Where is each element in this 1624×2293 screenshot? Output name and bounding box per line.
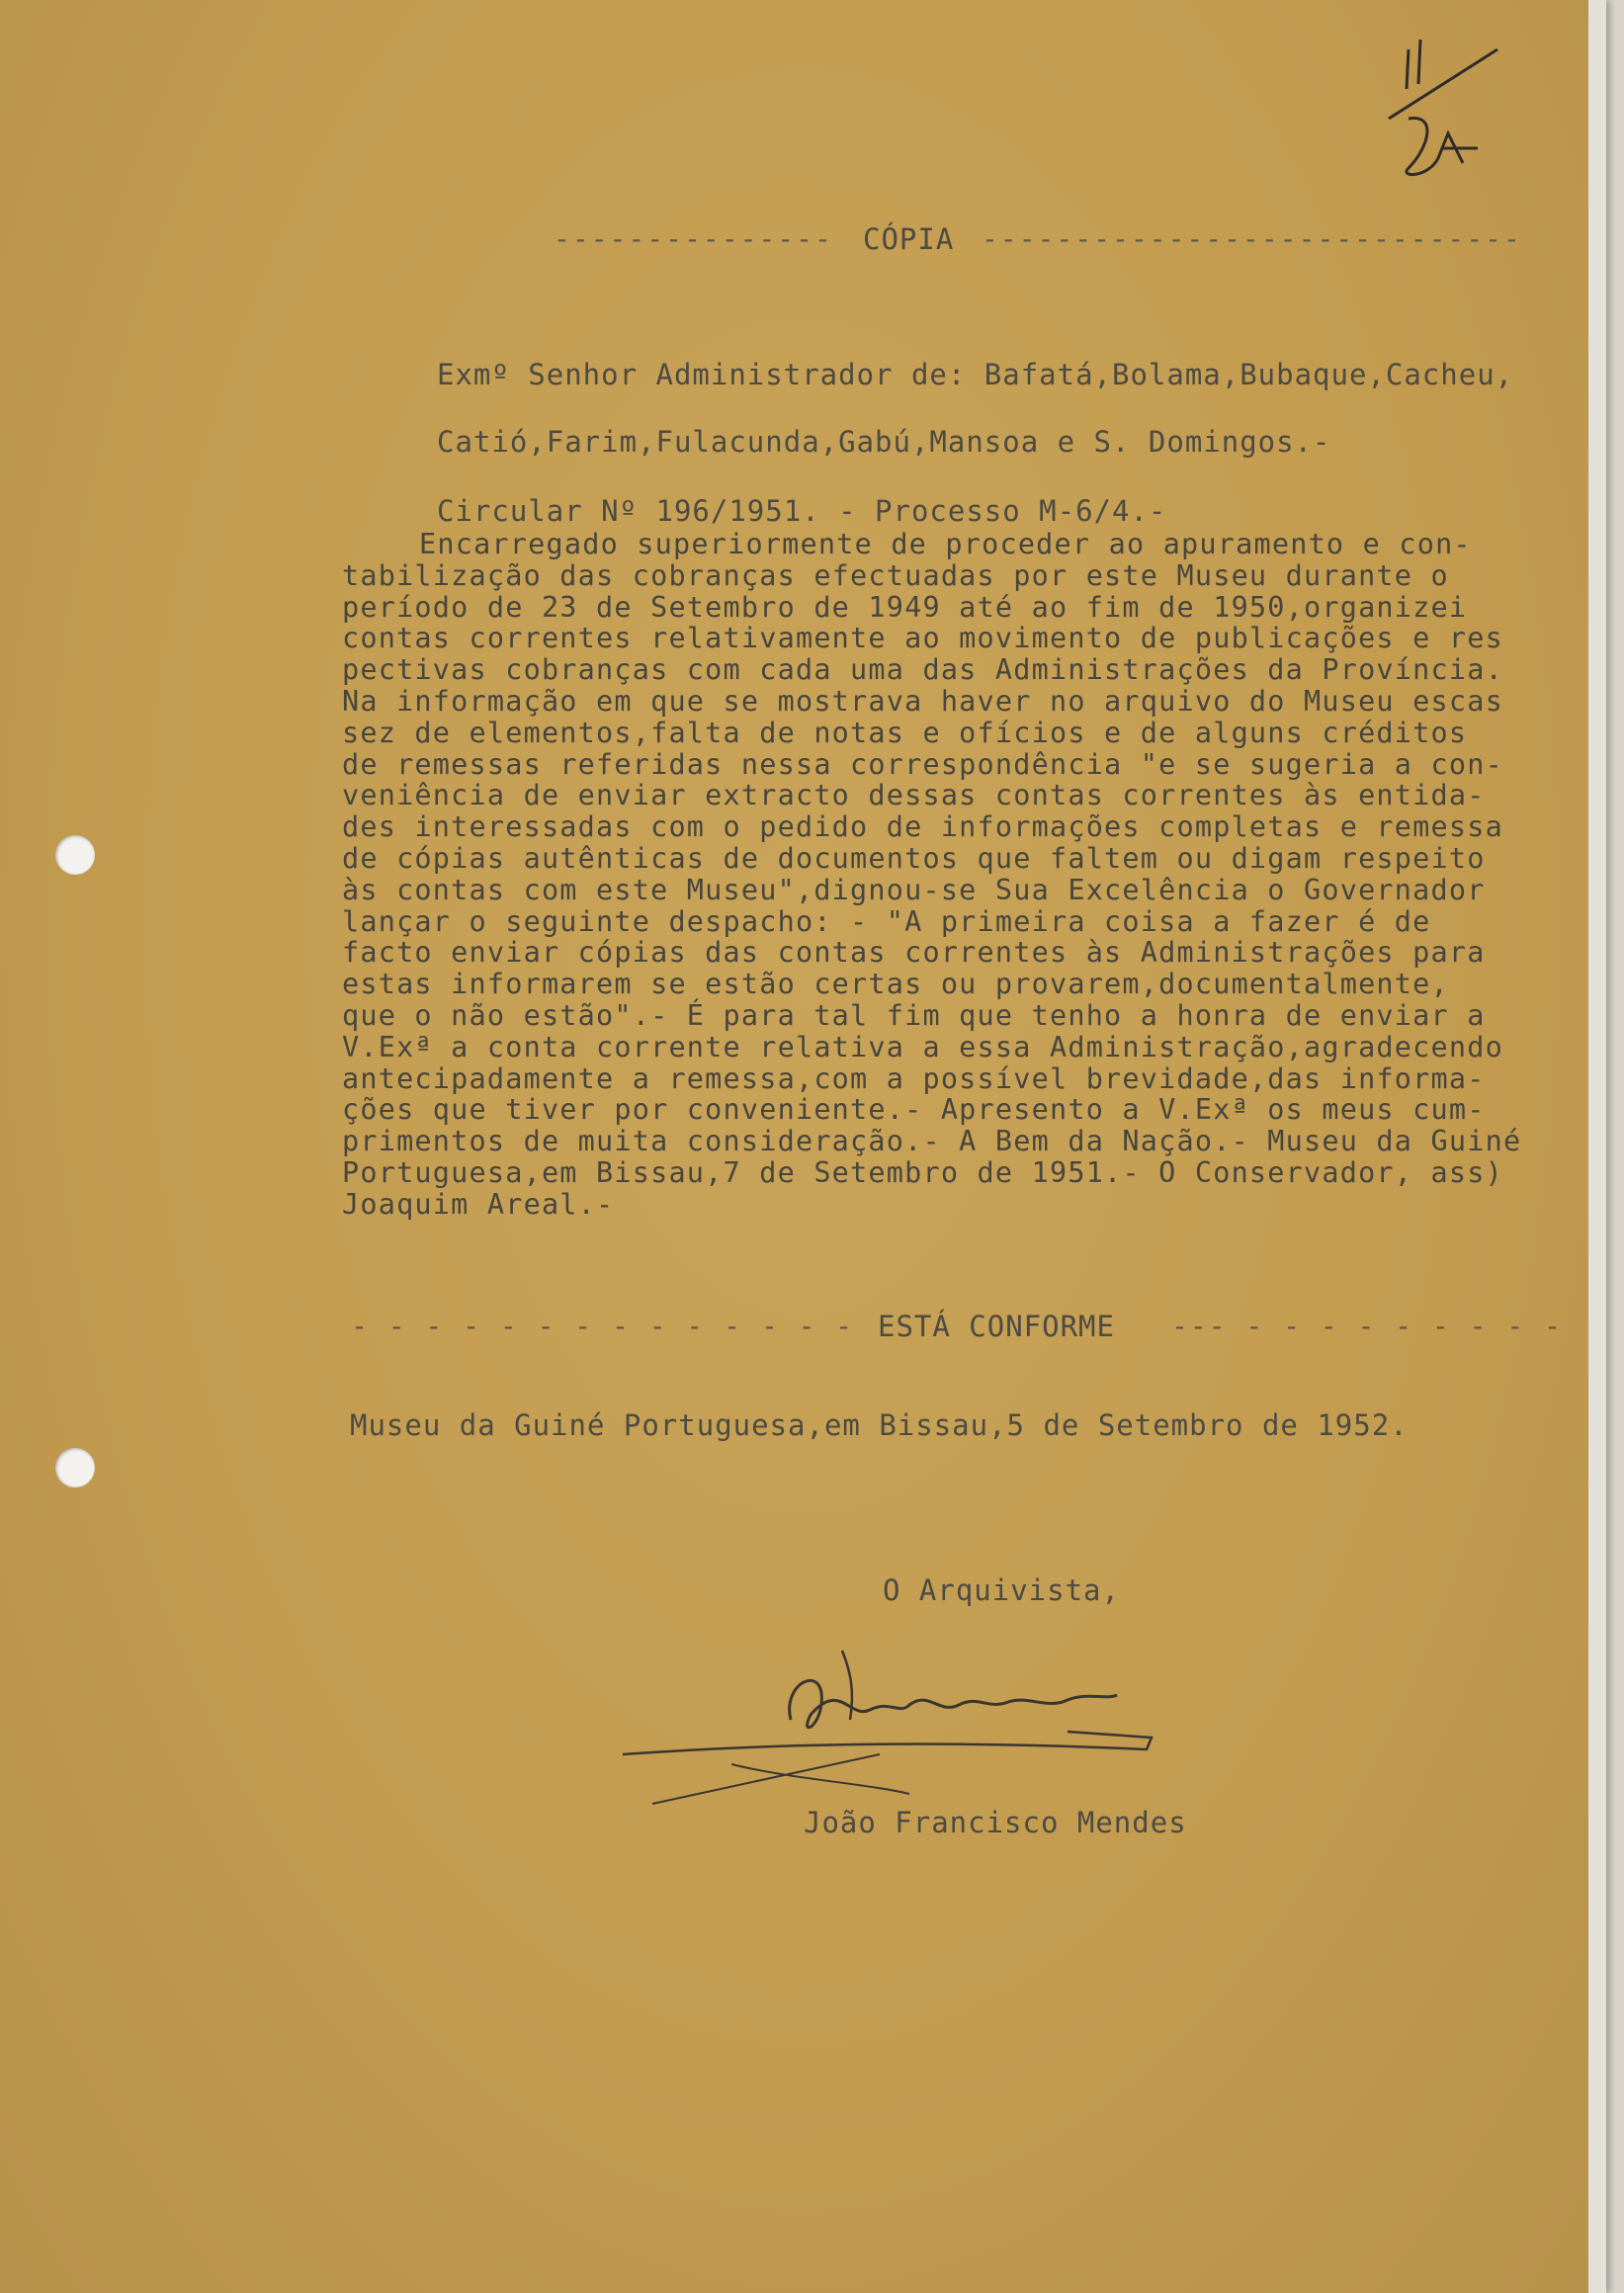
conforme-dashes-right: --- - - - - - - - - -	[1171, 1310, 1564, 1342]
letter-body	[342, 529, 1597, 1221]
body-line: estas informarem se estão certas ou provarem,documentalmente,	[342, 968, 1449, 1001]
address-line-2: Catió,Farim,Fulacunda,Gabú,Mansoa e S. Domingos.-	[437, 425, 1331, 459]
corner-handwritten-mark	[1369, 30, 1507, 188]
body-line: tabilização das cobranças efectuadas por este Museu durante o	[342, 558, 1449, 592]
body-line: Encarregado superiormente de proceder ao apuramento e con-	[419, 528, 1472, 560]
body-line: des interessadas com o pedido de informações completas e remessa	[342, 810, 1503, 844]
punch-hole-top	[55, 835, 95, 875]
body-line: ções que tiver por conveniente.- Apresento a V.Exª os meus cum-	[342, 1093, 1486, 1127]
body-line: de remessas referidas nessa correspondência "e se sugeria a con-	[342, 747, 1503, 781]
conforme-dashes-left: - - - - - - - - - - - - - -	[351, 1310, 855, 1342]
body-line: primentos de muita consideração.- A Bem da Nação.- Museu da Guiné	[342, 1125, 1522, 1158]
address-line-1: Exmº Senhor Administrador de: Bafatá,Bolama,Bubaque,Cacheu,	[437, 358, 1514, 391]
place-and-date: Museu da Guiné Portuguesa,em Bissau,5 de Setembro de 1952.	[350, 1408, 1409, 1442]
punch-hole-bottom	[55, 1448, 95, 1487]
circular-reference: Circular Nº 196/1951. - Processo M-6/4.-	[437, 494, 1167, 528]
body-line: lançar o seguinte despacho: - "A primeira coisa a fazer é de	[342, 904, 1431, 938]
body-line: às contas com este Museu",dignou-se Sua Excelência o Governador	[342, 873, 1486, 906]
handwritten-signature	[613, 1621, 1166, 1819]
body-line: V.Exª a conta corrente relativa a essa Administração,agradecendo	[342, 1030, 1503, 1063]
title-dashes-left: ---------------	[554, 222, 833, 255]
conforme-stamp: ESTÁ CONFORME	[878, 1310, 1115, 1343]
body-line: de cópias autênticas de documentos que faltem ou digam respeito	[342, 841, 1486, 875]
body-line: Portuguesa,em Bissau,7 de Setembro de 1951.- O Conservador, ass)	[342, 1155, 1503, 1189]
body-line: pectivas cobranças com cada uma das Administrações da Província.	[342, 653, 1503, 687]
signer-role: O Arquivista,	[883, 1573, 1120, 1607]
signer-name: João Francisco Mendes	[804, 1806, 1187, 1839]
body-line: período de 23 de Setembro de 1949 até ao fim de 1950,organizei	[342, 590, 1468, 624]
body-line: Na informação em que se mostrava haver no arquivo do Museu escas	[342, 684, 1503, 718]
body-line: Joaquim Areal.-	[342, 1187, 615, 1221]
body-line: que o não estão".- É para tal fim que tenho a honra de enviar a	[342, 998, 1486, 1032]
document-title: CÓPIA	[863, 222, 955, 256]
body-line: sez de elementos,falta de notas e ofícios e de alguns créditos	[342, 716, 1468, 749]
body-line: antecipadamente a remessa,com a possível brevidade,das informa-	[342, 1062, 1486, 1095]
body-line: facto enviar cópias das contas correntes às Administrações para	[342, 936, 1486, 970]
body-line: veniência de enviar extracto dessas contas correntes às entida-	[342, 779, 1486, 812]
body-line: contas correntes relativamente ao movimento de publicações e res	[342, 622, 1503, 655]
title-dashes-right: -----------------------------	[982, 222, 1522, 255]
